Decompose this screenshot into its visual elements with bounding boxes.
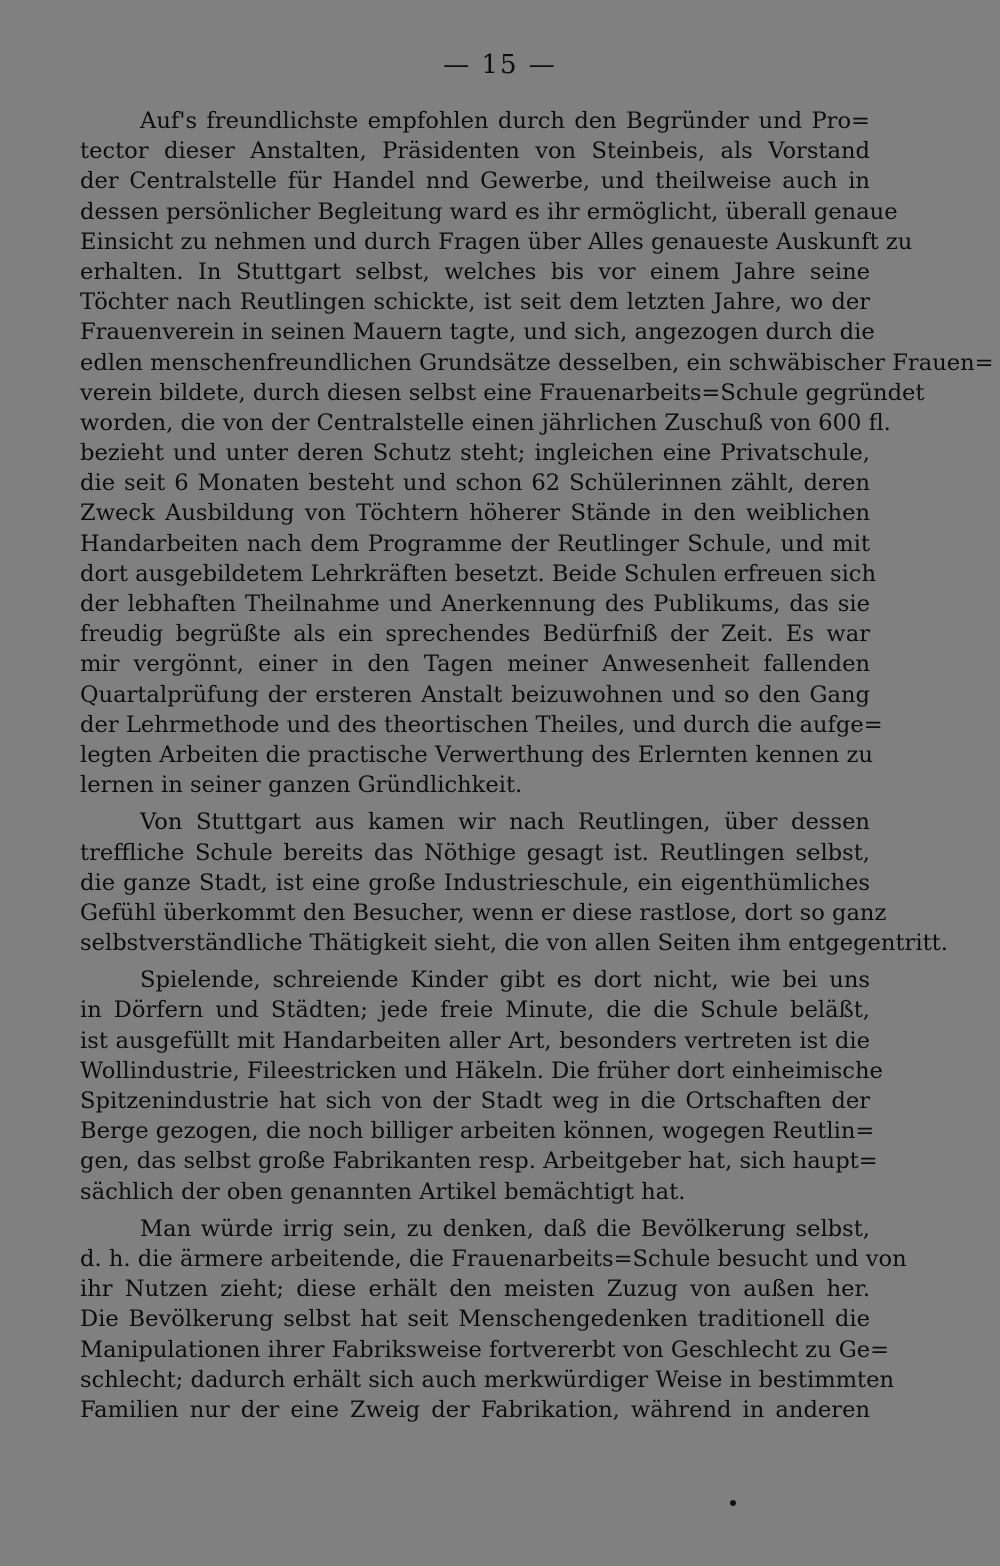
text-line: dessen persönlicher Begleitung ward es ihr ermöglicht, überall genaue xyxy=(80,198,898,225)
text-line: mir vergönnt, einer in den Tagen meiner Anwesenheit fallenden xyxy=(80,651,870,678)
text-line: ist ausgefüllt mit Handarbeiten aller Art, besonders vertreten ist die xyxy=(80,1027,870,1054)
text-line: Töchter nach Reutlingen schickte, ist seit dem letzten Jahre, wo der xyxy=(80,289,870,316)
text-line: freudig begrüßte als ein sprechendes Bedürfniß der Zeit. Es war xyxy=(80,621,870,648)
paragraph xyxy=(80,807,948,958)
text-line: Einsicht zu nehmen und durch Fragen über Alles genaueste Auskunft zu xyxy=(80,228,913,255)
text-line: dort ausgebildetem Lehrkräften besetzt. Beide Schulen erfreuen sich xyxy=(80,560,877,587)
paragraph xyxy=(80,965,883,1207)
text-line: der Centralstelle für Handel nnd Gewerbe, und theilweise auch in xyxy=(80,168,870,195)
text-line: Spielende, schreiende Kinder gibt es dort nicht, wie bei uns xyxy=(140,967,870,994)
text-line: Frauenverein in seinen Mauern tagte, und sich, angezogen durch die xyxy=(80,319,875,346)
text-line: Handarbeiten nach dem Programme der Reutlinger Schule, und mit xyxy=(80,530,870,557)
text-line: in Dörfern und Städten; jede freie Minute, die die Schule beläßt, xyxy=(80,997,870,1024)
text-line: die seit 6 Monaten besteht und schon 62 Schülerinnen zählt, deren xyxy=(80,470,870,497)
text-line: d. h. die ärmere arbeitende, die Frauenarbeits=Schule besucht und von xyxy=(80,1245,907,1272)
text-line: selbstverständliche Thätigkeit sieht, die von allen Seiten ihm entgegentritt. xyxy=(80,930,948,957)
paragraph xyxy=(80,1214,907,1425)
text-line: Auf's freundlichste empfohlen durch den Begründer und Pro= xyxy=(140,108,870,134)
text-line: schlecht; dadurch erhält sich auch merkwürdiger Weise in bestimmten xyxy=(80,1366,895,1393)
text-line: Gefühl überkommt den Besucher, wenn er diese rastlose, dort so ganz xyxy=(80,899,887,926)
text-line: erhalten. In Stuttgart selbst, welches bis vor einem Jahre seine xyxy=(80,258,870,285)
text-line: Man würde irrig sein, zu denken, daß die Bevölkerung selbst, xyxy=(140,1215,870,1242)
text-line: Von Stuttgart aus kamen wir nach Reutlingen, über dessen xyxy=(140,809,870,836)
text-line: Spitzenindustrie hat sich von der Stadt weg in die Ortschaften der xyxy=(80,1088,870,1114)
text-line: der Lehrmethode und des theortischen Theiles, und durch die aufge= xyxy=(80,711,883,738)
text-line: tector dieser Anstalten, Präsidenten von Steinbeis, als Vorstand xyxy=(80,138,870,165)
stray-ink-dot xyxy=(730,1500,736,1506)
paragraph xyxy=(80,106,994,800)
text-line: Zweck Ausbildung von Töchtern höherer Stände in den weiblichen xyxy=(80,500,870,527)
text-line: legten Arbeiten die practische Verwerthung des Erlernten kennen zu xyxy=(80,741,873,768)
text-line: treffliche Schule bereits das Nöthige gesagt ist. Reutlingen selbst, xyxy=(80,839,870,866)
text-line: lernen in seiner ganzen Gründlichkeit. xyxy=(80,772,523,799)
text-line: ihr Nutzen zieht; diese erhält den meisten Zuzug von außen her. xyxy=(80,1276,870,1303)
text-line: die ganze Stadt, ist eine große Industrieschule, ein eigenthümliches xyxy=(80,869,870,896)
text-line: gen, das selbst große Fabrikanten resp. Arbeitgeber hat, sich haupt= xyxy=(80,1148,878,1175)
text-line: Familien nur der eine Zweig der Fabrikation, während in anderen xyxy=(80,1396,870,1423)
text-line: Berge gezogen, die noch billiger arbeiten können, wogegen Reutlin= xyxy=(80,1118,875,1145)
text-body xyxy=(80,106,994,1425)
text-line: der lebhaften Theilnahme und Anerkennung des Publikums, das sie xyxy=(80,591,870,617)
text-line: worden, die von der Centralstelle einen jährlichen Zuschuß von 600 fl. xyxy=(80,409,891,436)
text-line: Manipulationen ihrer Fabriksweise fortvererbt von Geschlecht zu Ge= xyxy=(80,1336,890,1363)
text-line: edlen menschenfreundlichen Grundsätze desselben, ein schwäbischer Frauen= xyxy=(80,349,994,376)
text-line: sächlich der oben genannten Artikel bemächtigt hat. xyxy=(80,1178,686,1205)
text-line: verein bildete, durch diesen selbst eine Frauenarbeits=Schule gegründet xyxy=(80,379,925,406)
text-line: Quartalprüfung der ersteren Anstalt beizuwohnen und so den Gang xyxy=(80,681,870,708)
text-line: Wollindustrie, Fileestricken und Häkeln. Die früher dort einheimische xyxy=(80,1057,883,1084)
page-number: — 15 — xyxy=(443,50,557,80)
text-line: Die Bevölkerung selbst hat seit Menschengedenken traditionell die xyxy=(80,1306,870,1333)
text-line: bezieht und unter deren Schutz steht; ingleichen eine Privatschule, xyxy=(80,440,870,467)
